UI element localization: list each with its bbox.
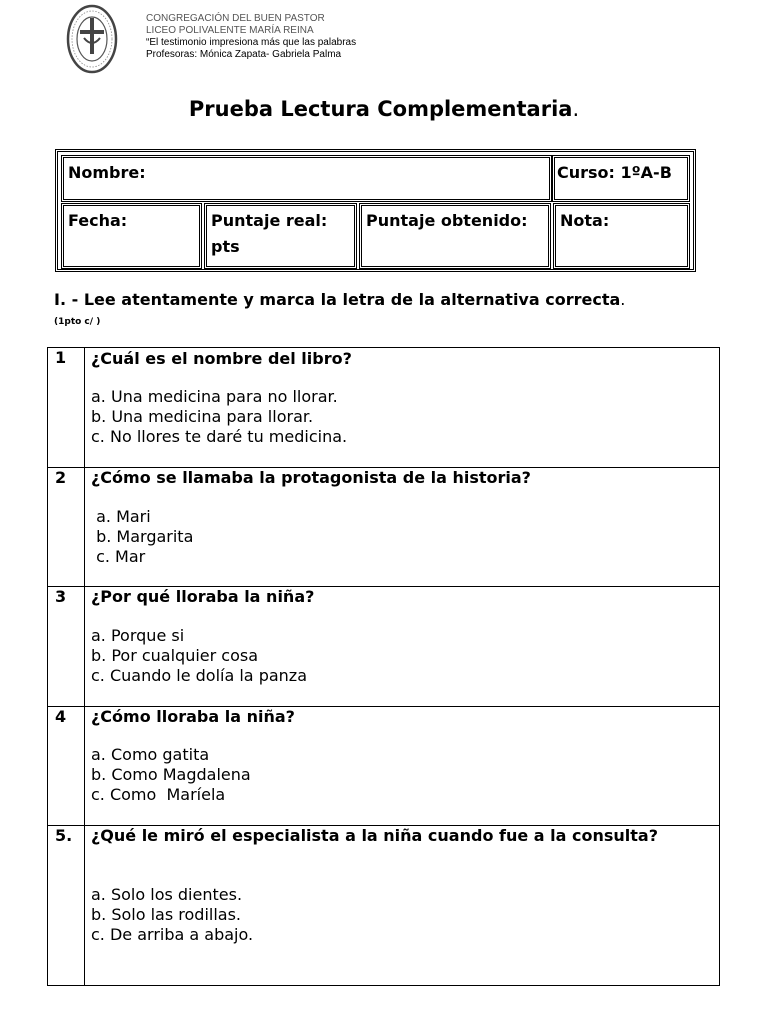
question-options	[91, 507, 193, 567]
question-number: 4	[48, 707, 85, 825]
option-b[interactable]: b. Como Magdalena	[91, 765, 251, 784]
option-c[interactable]: c. Cuando le dolía la panza	[91, 666, 307, 685]
option-a[interactable]: a. Como gatita	[91, 745, 210, 764]
question-text: ¿Cuál es el nombre del libro?	[91, 349, 352, 368]
option-b[interactable]: b. Solo las rodillas.	[91, 905, 241, 924]
option-a[interactable]: a. Mari	[91, 507, 151, 526]
nombre-field[interactable]	[61, 155, 552, 202]
question-number: 2	[48, 468, 85, 586]
question-number: 5.	[48, 826, 85, 985]
option-c[interactable]: c. Como Maríela	[91, 785, 226, 804]
question-row	[48, 707, 719, 826]
puntaje-obtenido-label: Puntaje obtenido:	[366, 211, 528, 230]
instructions	[54, 290, 625, 309]
questions-table	[47, 347, 720, 986]
question-text: ¿Por qué lloraba la niña?	[91, 587, 315, 606]
option-a[interactable]: a. Solo los dientes.	[91, 885, 243, 904]
fecha-label: Fecha:	[68, 211, 128, 230]
option-a[interactable]: a. Porque si	[91, 626, 185, 645]
curso-label: Curso: 1ºA-B	[557, 163, 672, 182]
question-options	[91, 745, 251, 805]
title-text: Prueba Lectura Complementaria	[188, 97, 573, 121]
header-motto: “El testimonio impresiona más que las palabras	[146, 37, 357, 48]
school-logo	[66, 4, 118, 74]
option-b[interactable]: b. Por cualquier cosa	[91, 646, 259, 665]
curso-field	[552, 155, 690, 202]
question-row	[48, 468, 719, 587]
option-b[interactable]: b. Margarita	[91, 527, 194, 546]
school-header	[146, 13, 356, 61]
question-row	[48, 587, 719, 707]
puntaje-real-field[interactable]	[204, 203, 357, 269]
student-info-table	[55, 149, 696, 272]
header-line-1: CONGREGACIÓN DEL BUEN PASTOR	[146, 13, 325, 24]
instructions-dot: .	[620, 290, 626, 309]
nota-field[interactable]	[553, 203, 690, 269]
option-a[interactable]: a. Una medicina para no llorar.	[91, 387, 338, 406]
option-b[interactable]: b. Una medicina para llorar.	[91, 407, 314, 426]
option-c[interactable]: c. De arriba a abajo.	[91, 925, 254, 944]
title-dot: .	[572, 97, 580, 121]
puntaje-obtenido-field[interactable]	[359, 203, 551, 269]
question-number: 1	[48, 348, 85, 467]
option-c[interactable]: c. Mar	[91, 547, 146, 566]
header-teachers: Profesoras: Mónica Zapata- Gabriela Palma	[146, 49, 342, 60]
fecha-field[interactable]	[61, 203, 202, 269]
question-row	[48, 348, 719, 468]
puntaje-real-unit: pts	[211, 237, 240, 256]
puntaje-real-label: Puntaje real:	[211, 211, 328, 230]
question-row	[48, 826, 719, 985]
page-title	[0, 97, 768, 121]
question-text: ¿Cómo se llamaba la protagonista de la historia?	[91, 468, 531, 487]
nota-label: Nota:	[560, 211, 610, 230]
question-options	[91, 885, 253, 945]
question-text: ¿Cómo lloraba la niña?	[91, 707, 295, 726]
nombre-label: Nombre:	[68, 163, 146, 182]
header-line-2: LICEO POLIVALENTE MARÍA REINA	[146, 25, 314, 36]
question-text: ¿Qué le miró el especialista a la niña cuando fue a la consulta?	[91, 826, 658, 845]
question-number: 3	[48, 587, 85, 706]
points-note: (1pto c/ )	[54, 317, 101, 327]
option-c[interactable]: c. No llores te daré tu medicina.	[91, 427, 348, 446]
question-options	[91, 387, 347, 447]
instructions-text: I. - Lee atentamente y marca la letra de la alternativa correcta	[54, 290, 621, 309]
question-options	[91, 626, 307, 686]
